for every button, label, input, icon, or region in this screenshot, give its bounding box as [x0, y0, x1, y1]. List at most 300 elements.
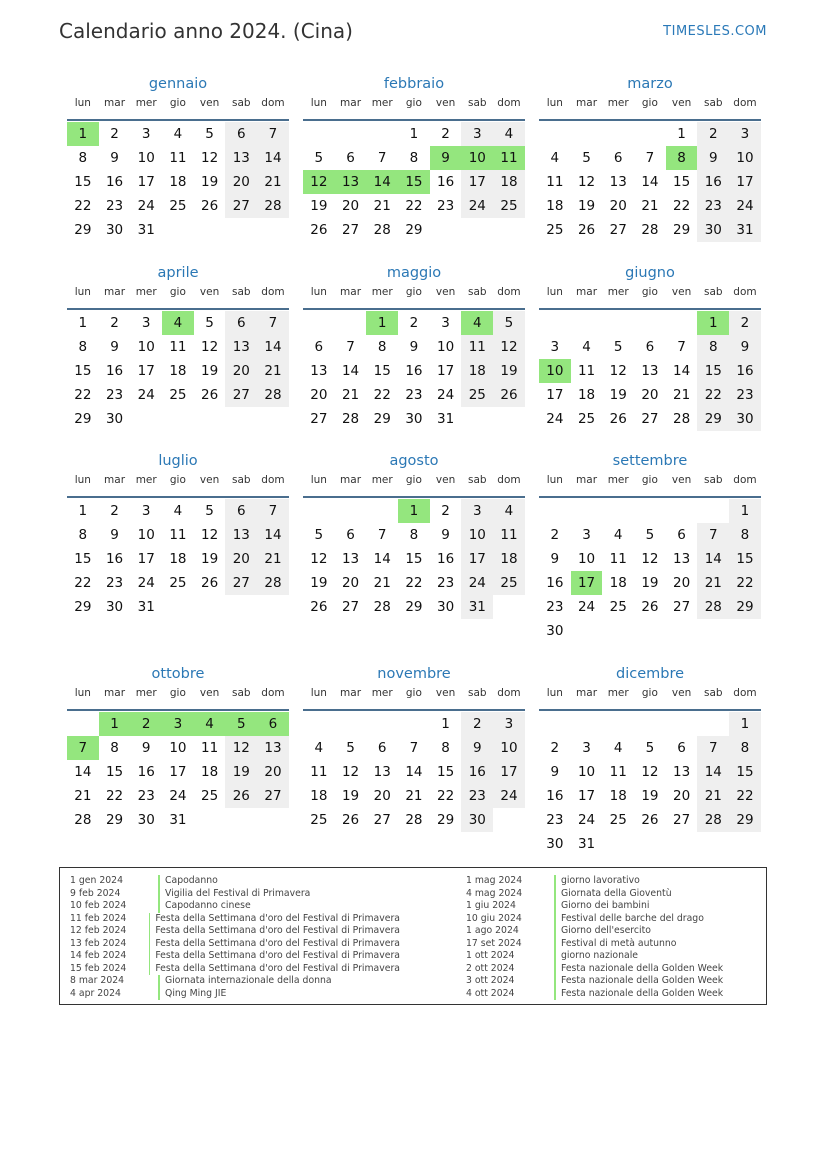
holiday-day-cell: 17: [571, 571, 603, 595]
day-cell: 2: [110, 503, 119, 519]
day-cell: 27: [225, 194, 257, 218]
empty-day-cell: [571, 499, 603, 523]
day-cell: 22: [405, 575, 423, 591]
day-cell: 16: [546, 575, 564, 591]
day-cell: 2: [110, 315, 119, 331]
legend-marker: [554, 900, 556, 913]
holiday-day-cell: 3: [162, 712, 194, 736]
day-cell: 24: [546, 411, 564, 427]
day-cell: 7: [377, 527, 387, 543]
legend-holiday-name: Festival di metà autunno: [561, 937, 677, 949]
day-cell: 8: [409, 527, 419, 543]
legend-row: [60, 875, 400, 888]
legend-marker: [158, 975, 160, 988]
day-cell: 3: [441, 315, 450, 331]
day-cell: 26: [310, 222, 328, 238]
weekday-label: sab: [703, 687, 723, 699]
day-cell: 15: [697, 359, 729, 383]
legend-row: [456, 900, 796, 913]
day-cell: 10: [461, 523, 493, 547]
weekday-label: mer: [135, 687, 157, 699]
weekday-label: dom: [261, 474, 285, 486]
day-cell: 11: [310, 764, 328, 780]
day-cell: 22: [697, 383, 729, 407]
day-cell: 21: [405, 788, 423, 804]
legend-left-column: [60, 875, 400, 1000]
weekday-label: mer: [371, 97, 393, 109]
weekday-label: dom: [261, 97, 285, 109]
holiday-day-cell: 15: [398, 170, 430, 194]
day-cell: 17: [137, 174, 155, 190]
day-cell: 4: [613, 740, 623, 756]
day-cell: 21: [641, 198, 659, 214]
day-cell: 6: [346, 150, 355, 166]
day-cell: 24: [577, 812, 596, 828]
day-cell: 17: [461, 547, 493, 571]
day-cell: 2: [697, 122, 729, 146]
day-cell: 24: [169, 788, 187, 804]
day-cell: 8: [729, 523, 761, 547]
weekday-label: dom: [497, 687, 521, 699]
month-name: settembre: [612, 453, 688, 469]
holiday-day-cell: 6: [257, 712, 289, 736]
month-name: ottobre: [151, 666, 205, 682]
empty-day-cell: [634, 499, 666, 523]
month-name: febbraio: [383, 76, 445, 92]
empty-day-cell: [697, 499, 729, 523]
day-cell: 18: [461, 359, 493, 383]
empty-day-cell: [335, 499, 367, 523]
day-cell: 1: [409, 126, 419, 142]
month-name: aprile: [157, 265, 199, 281]
day-cell: 25: [310, 812, 328, 828]
day-cell: 3: [582, 527, 591, 543]
empty-day-cell: [303, 311, 335, 335]
day-cell: 10: [137, 527, 155, 543]
days-grid: [67, 122, 289, 242]
weekday-label: dom: [261, 286, 285, 298]
day-cell: 13: [225, 146, 257, 170]
empty-day-cell: [493, 808, 525, 832]
day-cell: 1: [78, 315, 88, 331]
day-cell: 7: [257, 311, 289, 335]
weekday-label: mar: [576, 474, 598, 486]
empty-day-cell: [493, 218, 525, 242]
day-cell: 16: [105, 363, 124, 379]
holiday-day-cell: 10: [461, 146, 493, 170]
weekday-header: [303, 284, 525, 310]
day-cell: 15: [373, 363, 391, 379]
day-cell: 12: [493, 335, 525, 359]
weekday-label: lun: [74, 286, 91, 298]
day-cell: 20: [341, 198, 360, 214]
legend-date: 1 ago 2024: [466, 925, 519, 936]
empty-day-cell: [697, 832, 729, 856]
day-cell: 27: [641, 411, 659, 427]
legend-marker: [149, 963, 151, 976]
day-cell: 28: [697, 595, 729, 619]
empty-day-cell: [303, 499, 335, 523]
weekday-label: lun: [310, 474, 327, 486]
legend-date: 10 feb 2024: [70, 900, 127, 911]
day-cell: 23: [105, 198, 124, 214]
day-cell: 5: [645, 740, 655, 756]
day-cell: 13: [310, 363, 328, 379]
day-cell: 27: [341, 222, 360, 238]
weekday-label: mar: [104, 687, 126, 699]
day-cell: 18: [493, 547, 525, 571]
day-cell: 4: [173, 503, 183, 519]
empty-day-cell: [666, 499, 698, 523]
legend-holiday-name: giorno lavorativo: [561, 875, 640, 886]
day-cell: 25: [461, 383, 493, 407]
day-cell: 20: [225, 170, 257, 194]
weekday-label: sab: [703, 474, 723, 486]
day-cell: 10: [137, 339, 155, 355]
day-cell: 8: [78, 527, 88, 543]
empty-day-cell: [162, 595, 194, 619]
day-cell: 10: [169, 740, 187, 756]
weekday-header: [67, 284, 289, 310]
day-cell: 20: [609, 198, 627, 214]
day-cell: 20: [673, 788, 691, 804]
weekday-label: sab: [231, 474, 251, 486]
day-cell: 29: [697, 407, 729, 431]
empty-day-cell: [398, 712, 430, 736]
days-grid: [67, 712, 289, 832]
weekday-header: [303, 472, 525, 498]
weekday-label: mar: [576, 97, 598, 109]
day-cell: 6: [314, 339, 324, 355]
day-cell: 3: [461, 122, 493, 146]
day-cell: 24: [461, 571, 493, 595]
legend-holiday-name: Festival delle barche del drago: [561, 912, 704, 924]
day-cell: 14: [257, 523, 289, 547]
day-cell: 7: [257, 122, 289, 146]
day-cell: 26: [201, 198, 219, 214]
day-cell: 4: [613, 527, 623, 543]
day-cell: 3: [141, 503, 151, 519]
month-name: dicembre: [615, 666, 685, 682]
day-cell: 19: [310, 198, 328, 214]
days-grid: [539, 712, 761, 856]
empty-day-cell: [303, 122, 335, 146]
weekday-label: lun: [546, 474, 563, 486]
day-cell: 30: [546, 836, 564, 852]
day-cell: 23: [546, 812, 564, 828]
holiday-day-cell: 4: [162, 311, 194, 335]
legend-row: [60, 925, 400, 938]
legend-date: 1 gen 2024: [70, 875, 123, 886]
day-cell: 8: [110, 740, 119, 756]
day-cell: 30: [105, 222, 124, 238]
holiday-day-cell: 13: [335, 170, 367, 194]
day-cell: 23: [546, 599, 564, 615]
day-cell: 18: [546, 198, 564, 214]
legend-holiday-name: Giornata della Gioventù: [561, 887, 672, 899]
day-cell: 5: [493, 311, 525, 335]
day-cell: 26: [577, 222, 596, 238]
day-cell: 3: [141, 315, 151, 331]
day-cell: 1: [441, 716, 450, 732]
weekday-label: ven: [671, 687, 692, 699]
day-cell: 4: [314, 740, 324, 756]
empty-day-cell: [493, 407, 525, 431]
day-cell: 9: [550, 764, 560, 780]
holiday-day-cell: 8: [666, 146, 698, 170]
empty-day-cell: [571, 712, 603, 736]
day-cell: 6: [377, 740, 387, 756]
days-grid: [303, 712, 525, 832]
day-cell: 27: [225, 571, 257, 595]
holiday-day-cell: 1: [697, 311, 729, 335]
legend-row: [60, 963, 400, 976]
empty-day-cell: [461, 407, 493, 431]
empty-day-cell: [303, 712, 335, 736]
legend-row: [60, 988, 400, 1001]
day-cell: 25: [493, 571, 525, 595]
holiday-legend: [59, 867, 767, 1005]
weekday-label: lun: [310, 97, 327, 109]
empty-day-cell: [366, 712, 398, 736]
day-cell: 2: [409, 315, 419, 331]
legend-row: [60, 950, 400, 963]
weekday-label: gio: [169, 474, 186, 486]
day-cell: 16: [437, 551, 455, 567]
day-cell: 21: [257, 359, 289, 383]
legend-marker: [554, 888, 556, 901]
holiday-day-cell: 10: [539, 359, 571, 383]
weekday-label: mer: [607, 687, 629, 699]
day-cell: 21: [341, 387, 360, 403]
day-cell: 14: [405, 764, 423, 780]
day-cell: 25: [201, 788, 219, 804]
day-cell: 11: [546, 174, 564, 190]
legend-date: 13 feb 2024: [70, 937, 127, 949]
empty-day-cell: [162, 218, 194, 242]
day-cell: 2: [441, 126, 450, 142]
day-cell: 28: [373, 599, 391, 615]
day-cell: 24: [437, 387, 455, 403]
day-cell: 28: [257, 571, 289, 595]
empty-day-cell: [634, 619, 666, 643]
day-cell: 7: [377, 150, 387, 166]
day-cell: 25: [169, 575, 187, 591]
legend-marker: [554, 938, 556, 951]
legend-holiday-name: Festa nazionale della Golden Week: [561, 987, 724, 999]
day-cell: 30: [546, 623, 564, 639]
day-cell: 15: [729, 547, 761, 571]
day-cell: 16: [437, 174, 455, 190]
day-cell: 19: [341, 788, 360, 804]
empty-day-cell: [335, 712, 367, 736]
weekday-label: dom: [261, 687, 285, 699]
day-cell: 30: [137, 812, 155, 828]
day-cell: 14: [673, 363, 691, 379]
empty-day-cell: [225, 407, 257, 431]
day-cell: 31: [437, 411, 455, 427]
weekday-label: mer: [607, 474, 629, 486]
legend-date: 1 mag 2024: [466, 875, 523, 886]
day-cell: 19: [609, 387, 627, 403]
legend-row: [456, 913, 796, 926]
day-cell: 2: [110, 126, 119, 142]
weekday-label: ven: [199, 97, 220, 109]
month-febbraio: [303, 70, 525, 242]
day-cell: 22: [405, 198, 423, 214]
day-cell: 17: [137, 551, 155, 567]
weekday-label: mer: [371, 474, 393, 486]
day-cell: 22: [729, 784, 761, 808]
empty-day-cell: [602, 122, 634, 146]
holiday-day-cell: 1: [67, 122, 99, 146]
weekday-label: mer: [135, 474, 157, 486]
day-cell: 6: [645, 339, 655, 355]
day-cell: 29: [729, 595, 761, 619]
weekday-label: mar: [340, 97, 362, 109]
day-cell: 28: [257, 194, 289, 218]
day-cell: 29: [405, 222, 423, 238]
empty-day-cell: [366, 499, 398, 523]
empty-day-cell: [67, 712, 99, 736]
weekday-label: mer: [607, 97, 629, 109]
day-cell: 6: [677, 740, 686, 756]
empty-day-cell: [634, 311, 666, 335]
legend-date: 12 feb 2024: [70, 925, 127, 936]
day-cell: 18: [577, 387, 596, 403]
day-cell: 16: [729, 359, 761, 383]
legend-holiday-name: Festa della Settimana d'oro del Festival di Primavera: [155, 962, 400, 974]
day-cell: 6: [613, 150, 623, 166]
legend-date: 17 set 2024: [466, 937, 522, 949]
day-cell: 14: [341, 363, 360, 379]
day-cell: 11: [169, 339, 187, 355]
legend-row: [456, 950, 796, 963]
days-grid: [539, 499, 761, 643]
legend-date: 4 apr 2024: [70, 987, 121, 999]
day-cell: 19: [225, 760, 257, 784]
day-cell: 31: [461, 595, 493, 619]
empty-day-cell: [539, 712, 571, 736]
legend-marker: [158, 875, 160, 888]
site-link[interactable]: TIMESLES.COM: [663, 24, 767, 39]
day-cell: 15: [105, 764, 124, 780]
days-grid: [539, 311, 761, 431]
month-novembre: [303, 660, 525, 832]
empty-day-cell: [493, 595, 525, 619]
legend-holiday-name: Capodanno: [165, 875, 218, 886]
day-cell: 5: [582, 150, 591, 166]
legend-holiday-name: Qing Ming JIE: [165, 987, 227, 999]
weekday-label: gio: [641, 286, 658, 298]
weekday-label: dom: [497, 97, 521, 109]
legend-marker: [554, 925, 556, 938]
day-cell: 5: [205, 126, 214, 142]
day-cell: 15: [74, 363, 92, 379]
day-cell: 17: [546, 387, 564, 403]
legend-date: 14 feb 2024: [70, 950, 127, 961]
empty-day-cell: [194, 218, 226, 242]
weekday-label: dom: [733, 474, 757, 486]
day-cell: 30: [461, 808, 493, 832]
day-cell: 12: [225, 736, 257, 760]
weekday-label: mar: [576, 286, 598, 298]
day-cell: 27: [673, 812, 691, 828]
day-cell: 9: [110, 339, 119, 355]
day-cell: 14: [697, 760, 729, 784]
weekday-label: lun: [74, 687, 91, 699]
day-cell: 15: [74, 551, 92, 567]
day-cell: 21: [697, 571, 729, 595]
empty-day-cell: [697, 712, 729, 736]
month-dicembre: [539, 660, 761, 856]
empty-day-cell: [162, 407, 194, 431]
day-cell: 29: [74, 411, 92, 427]
day-cell: 11: [169, 150, 187, 166]
day-cell: 21: [673, 387, 691, 403]
day-cell: 18: [310, 788, 328, 804]
legend-date: 9 feb 2024: [70, 887, 121, 899]
day-cell: 21: [74, 788, 92, 804]
legend-row: [456, 988, 796, 1001]
legend-row: [456, 888, 796, 901]
day-cell: 31: [729, 218, 761, 242]
empty-day-cell: [666, 712, 698, 736]
holiday-day-cell: 4: [194, 712, 226, 736]
empty-day-cell: [634, 122, 666, 146]
legend-row: [60, 888, 400, 901]
day-cell: 28: [697, 808, 729, 832]
weekday-label: mar: [576, 687, 598, 699]
legend-holiday-name: Festa della Settimana d'oro del Festival di Primavera: [155, 937, 400, 949]
day-cell: 12: [609, 363, 627, 379]
day-cell: 12: [201, 339, 219, 355]
day-cell: 29: [673, 222, 691, 238]
day-cell: 23: [461, 784, 493, 808]
month-marzo: [539, 70, 761, 242]
weekday-label: sab: [703, 286, 723, 298]
day-cell: 4: [582, 339, 591, 355]
legend-holiday-name: Festa della Settimana d'oro del Festival di Primavera: [155, 912, 400, 924]
day-cell: 21: [373, 575, 391, 591]
day-cell: 30: [405, 411, 423, 427]
day-cell: 26: [641, 599, 659, 615]
day-cell: 26: [310, 599, 328, 615]
day-cell: 22: [74, 387, 92, 403]
empty-day-cell: [430, 218, 462, 242]
day-cell: 9: [461, 736, 493, 760]
weekday-label: sab: [703, 97, 723, 109]
day-cell: 12: [641, 551, 659, 567]
day-cell: 29: [74, 599, 92, 615]
day-cell: 22: [74, 575, 92, 591]
day-cell: 7: [346, 339, 355, 355]
day-cell: 19: [641, 575, 659, 591]
day-cell: 28: [74, 812, 92, 828]
legend-date: 10 giu 2024: [466, 912, 522, 924]
holiday-day-cell: 1: [398, 499, 430, 523]
day-cell: 25: [169, 198, 187, 214]
day-cell: 25: [577, 411, 596, 427]
day-cell: 16: [105, 174, 124, 190]
empty-day-cell: [194, 595, 226, 619]
day-cell: 28: [373, 222, 391, 238]
weekday-label: ven: [199, 474, 220, 486]
empty-day-cell: [194, 407, 226, 431]
day-cell: 12: [201, 527, 219, 543]
day-cell: 4: [550, 150, 560, 166]
weekday-label: gio: [169, 286, 186, 298]
